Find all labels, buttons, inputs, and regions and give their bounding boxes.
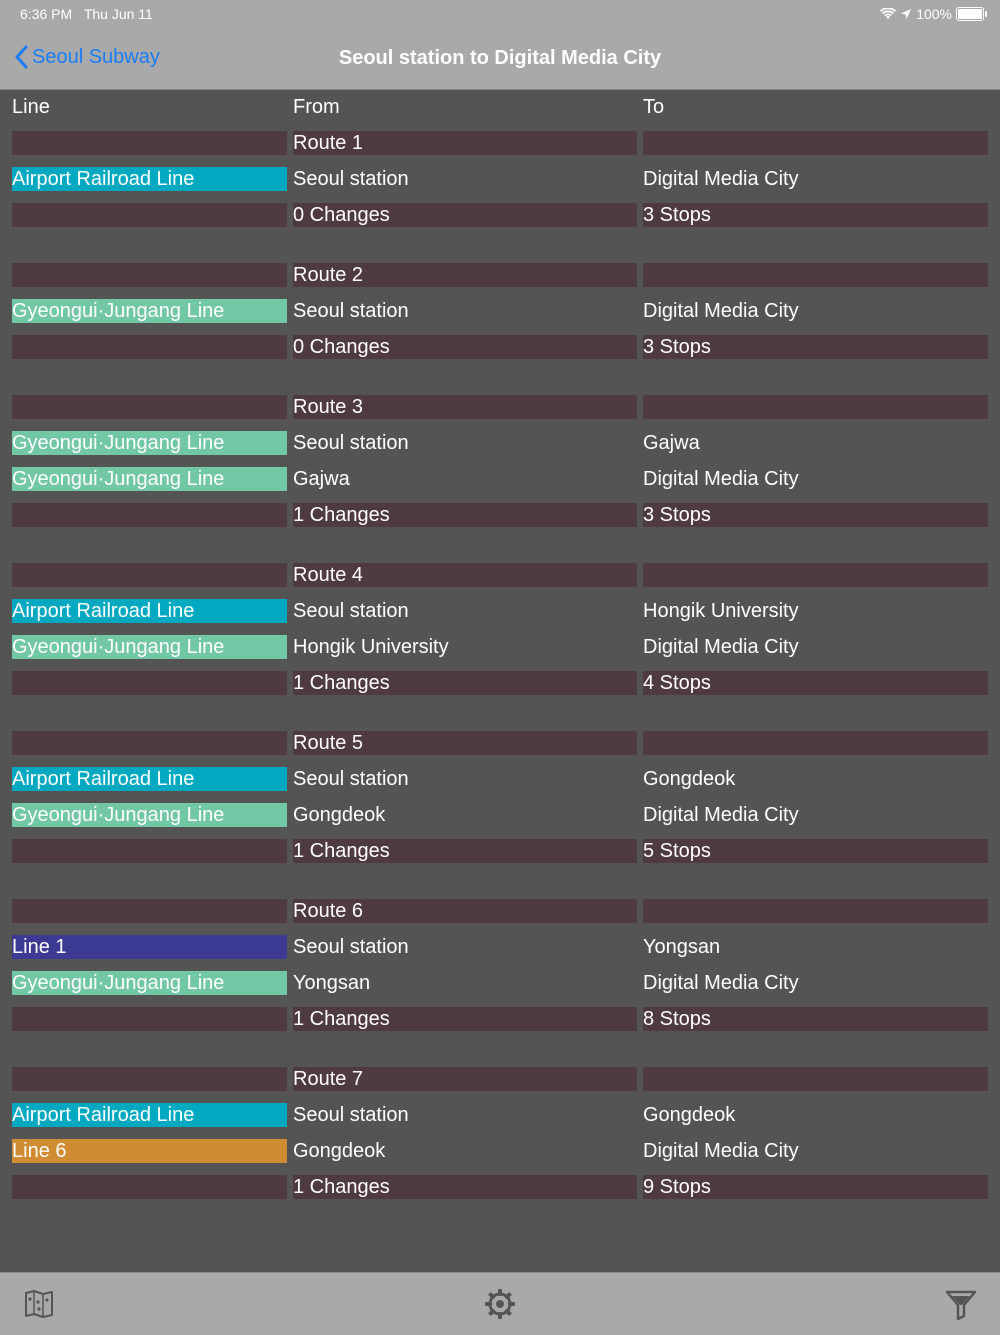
route-title-row[interactable] [0,899,1000,923]
route-title-to-cell [643,899,988,923]
route-block[interactable] [0,1067,1000,1199]
route-leg-row[interactable] [0,1103,1000,1127]
route-stops: 3 Stops [643,203,988,227]
route-title-row[interactable] [0,731,1000,755]
filter-icon [944,1287,978,1321]
route-summary-line-cell [12,1007,287,1031]
route-leg-row[interactable] [0,467,1000,491]
route-title-line-cell [12,563,287,587]
leg-to-station: Yongsan [643,936,721,958]
route-leg-row[interactable] [0,803,1000,827]
route-changes: 1 Changes [293,839,637,863]
wifi-icon [880,8,896,20]
page-title: Seoul station to Digital Media City [338,47,662,69]
leg-from-station: Yongsan [293,972,371,994]
leg-from-station: Seoul station [293,168,409,190]
route-title: Route 1 [293,131,637,155]
battery-icon [956,7,984,21]
leg-from-station: Hongik University [293,636,449,658]
leg-from-station: Seoul station [293,600,409,622]
line-badge: Gyeongui·Jungang Line [12,635,287,659]
line-badge: Airport Railroad Line [12,767,287,791]
route-block[interactable] [0,899,1000,1031]
route-title-to-cell [643,131,988,155]
route-title-line-cell [12,731,287,755]
line-badge: Gyeongui·Jungang Line [12,299,287,323]
leg-from-station: Seoul station [293,936,409,958]
back-label: Seoul Subway [32,45,160,68]
map-button[interactable] [22,1287,56,1321]
leg-to-station: Hongik University [643,600,799,622]
route-changes: 0 Changes [293,203,637,227]
route-summary-row[interactable] [0,1175,1000,1199]
route-title-line-cell [12,131,287,155]
route-leg-row[interactable] [0,1139,1000,1163]
route-changes: 1 Changes [293,1007,637,1031]
leg-to-station: Gajwa [643,432,700,454]
leg-from-station: Seoul station [293,432,409,454]
location-icon [900,8,912,20]
route-title-row[interactable] [0,131,1000,155]
route-summary-line-cell [12,503,287,527]
route-changes: 1 Changes [293,503,637,527]
route-summary-row[interactable] [0,335,1000,359]
route-title: Route 4 [293,563,637,587]
route-title-row[interactable] [0,563,1000,587]
line-badge: Airport Railroad Line [12,1103,287,1127]
line-badge: Gyeongui·Jungang Line [12,467,287,491]
leg-to-station: Digital Media City [643,972,799,994]
route-title-line-cell [12,899,287,923]
line-badge: Airport Railroad Line [12,167,287,191]
line-badge: Line 1 [12,935,287,959]
route-stops: 3 Stops [643,503,988,527]
line-badge: Gyeongui·Jungang Line [12,803,287,827]
status-right [880,6,984,22]
leg-from-station: Gajwa [293,468,350,490]
tab-bar [0,1272,1000,1335]
line-badge: Gyeongui·Jungang Line [12,971,287,995]
leg-to-station: Digital Media City [643,636,799,658]
filter-button[interactable] [944,1287,978,1321]
leg-from-station: Gongdeok [293,804,386,826]
route-stops: 9 Stops [643,1175,988,1199]
settings-button[interactable] [483,1287,517,1321]
route-stops: 3 Stops [643,335,988,359]
route-changes: 1 Changes [293,671,637,695]
status-bar [0,0,1000,30]
leg-from-station: Seoul station [293,768,409,790]
route-title-to-cell [643,395,988,419]
route-summary-row[interactable] [0,503,1000,527]
route-title-to-cell [643,563,988,587]
route-stops: 5 Stops [643,839,988,863]
leg-to-station: Digital Media City [643,804,799,826]
route-summary-row[interactable] [0,1007,1000,1031]
route-block[interactable] [0,563,1000,695]
route-summary-line-cell [12,335,287,359]
route-leg-row[interactable] [0,935,1000,959]
route-title-to-cell [643,263,988,287]
column-header-from: From [293,96,340,118]
map-icon [22,1287,56,1321]
route-title: Route 6 [293,899,637,923]
route-leg-row[interactable] [0,635,1000,659]
route-stops: 8 Stops [643,1007,988,1031]
route-summary-row[interactable] [0,203,1000,227]
route-block[interactable] [0,731,1000,863]
gear-icon [483,1287,517,1321]
route-title-to-cell [643,731,988,755]
leg-from-station: Seoul station [293,300,409,322]
route-summary-line-cell [12,839,287,863]
leg-from-station: Seoul station [293,1104,409,1126]
route-block[interactable] [0,395,1000,527]
route-block[interactable] [0,131,1000,227]
route-title-line-cell [12,263,287,287]
leg-to-station: Digital Media City [643,468,799,490]
route-leg-row[interactable] [0,299,1000,323]
route-title-row[interactable] [0,1067,1000,1091]
route-title-row[interactable] [0,395,1000,419]
route-changes: 1 Changes [293,1175,637,1199]
route-title-to-cell [643,1067,988,1091]
route-title: Route 7 [293,1067,637,1091]
line-badge: Airport Railroad Line [12,599,287,623]
route-leg-row[interactable] [0,767,1000,791]
route-changes: 0 Changes [293,335,637,359]
leg-to-station: Digital Media City [643,1140,799,1162]
route-leg-row[interactable] [0,431,1000,455]
route-summary-line-cell [12,1175,287,1199]
leg-to-station: Gongdeok [643,768,736,790]
route-stops: 4 Stops [643,671,988,695]
route-leg-row[interactable] [0,167,1000,191]
leg-to-station: Digital Media City [643,168,799,190]
leg-to-station: Gongdeok [643,1104,736,1126]
route-summary-line-cell [12,671,287,695]
battery-percent: 100% [916,6,952,22]
line-badge: Gyeongui·Jungang Line [12,431,287,455]
column-header-line: Line [12,96,50,118]
column-headers [0,96,1000,120]
routes-list[interactable] [0,131,1000,1235]
status-time: 6:36 PM Thu Jun 11 [20,6,153,22]
route-block[interactable] [0,263,1000,359]
route-leg-row[interactable] [0,971,1000,995]
leg-to-station: Digital Media City [643,300,799,322]
route-title: Route 3 [293,395,637,419]
route-title-line-cell [12,395,287,419]
route-summary-line-cell [12,203,287,227]
leg-from-station: Gongdeok [293,1140,386,1162]
line-badge: Line 6 [12,1139,287,1163]
route-title: Route 5 [293,731,637,755]
route-title-line-cell [12,1067,287,1091]
route-title: Route 2 [293,263,637,287]
column-header-to: To [643,96,665,118]
route-title-row[interactable] [0,263,1000,287]
route-summary-row[interactable] [0,671,1000,695]
route-summary-row[interactable] [0,839,1000,863]
nav-bar [0,30,1000,90]
route-leg-row[interactable] [0,599,1000,623]
